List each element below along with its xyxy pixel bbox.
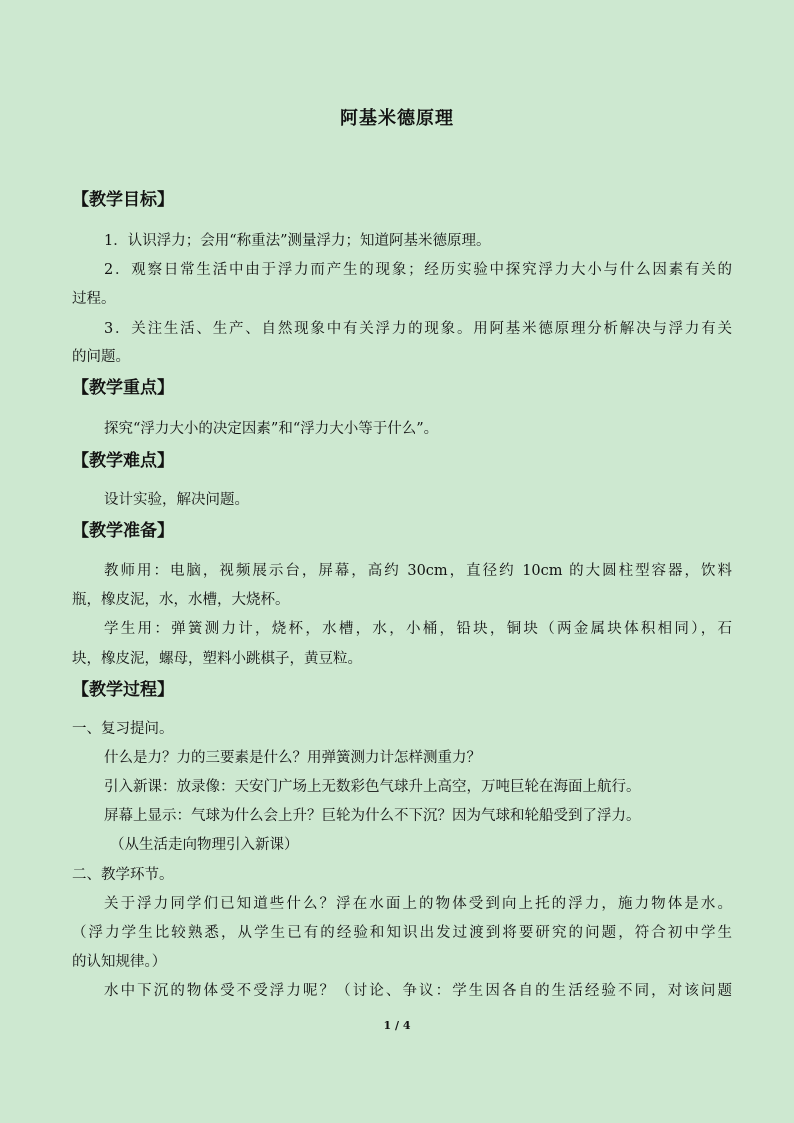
process-step-2-title: 二、教学环节。 xyxy=(72,867,174,883)
objective-3-line-1: 3．关注生活、生产、自然现象中有关浮力的现象。用阿基米德原理分析解决与浮力有关 xyxy=(104,321,732,337)
lesson-note: （从生活走向物理引入新课） xyxy=(110,837,299,853)
student-materials-line-2: 块，橡皮泥，螺母，塑料小跳棋子，黄豆粒。 xyxy=(72,651,362,667)
section-heading-process: 【教学过程】 xyxy=(72,680,174,700)
objective-3-line-2: 的问题。 xyxy=(72,349,130,365)
key-points-text: 探究“浮力大小的决定因素”和“浮力大小等于什么”。 xyxy=(104,421,439,437)
screen-display-text: 屏幕上显示：气球为什么会上升？巨轮为什么不下沉？因为气球和轮船受到了浮力。 xyxy=(104,808,641,824)
section-heading-key-points: 【教学重点】 xyxy=(72,378,174,398)
buoyancy-discussion-line-3: 的认知规律。） xyxy=(72,954,167,970)
buoyancy-discussion-line-2: （浮力学生比较熟悉，从学生已有的经验和知识出发过渡到将要研究的问题，符合初中学生 xyxy=(72,925,732,941)
student-materials-line-1: 学生用：弹簧测力计，烧杯，水槽，水，小桶，铅块，铜块（两金属块体积相同），石 xyxy=(104,621,732,637)
difficulties-text: 设计实验，解决问题。 xyxy=(104,492,249,508)
buoyancy-discussion-line-1: 关于浮力同学们已知道些什么？浮在水面上的物体受到向上托的浮力，施力物体是水。 xyxy=(104,896,732,912)
section-heading-preparation: 【教学准备】 xyxy=(72,521,174,541)
objective-2-line-1: 2．观察日常生活中由于浮力而产生的现象；经历实验中探究浮力大小与什么因素有关的 xyxy=(104,262,732,278)
review-question: 什么是力？力的三要素是什么？用弹簧测力计怎样测重力？ xyxy=(104,750,481,766)
section-heading-difficulties: 【教学难点】 xyxy=(72,451,174,471)
objective-1: 1．认识浮力；会用“称重法”测量浮力；知道阿基米德原理。 xyxy=(104,233,491,249)
process-step-1-title: 一、复习提问。 xyxy=(72,721,174,737)
objective-2-line-2: 过程。 xyxy=(72,291,116,307)
page-number: 1 / 4 xyxy=(383,1019,411,1032)
document-title: 阿基米德原理 xyxy=(340,108,454,129)
teacher-materials-line-1: 教师用：电脑，视频展示台，屏幕，高约 30cm，直径约 10cm 的大圆柱型容器，饮料 xyxy=(104,563,732,579)
sinking-object-question: 水中下沉的物体受不受浮力呢？（讨论、争议：学生因各自的生活经验不同，对该问题 xyxy=(104,983,732,999)
new-lesson-intro: 引入新课：放录像：天安门广场上无数彩色气球升上高空，万吨巨轮在海面上航行。 xyxy=(104,779,641,795)
section-heading-objectives: 【教学目标】 xyxy=(72,190,174,210)
teacher-materials-line-2: 瓶，橡皮泥，水，水槽，大烧杯。 xyxy=(72,592,290,608)
